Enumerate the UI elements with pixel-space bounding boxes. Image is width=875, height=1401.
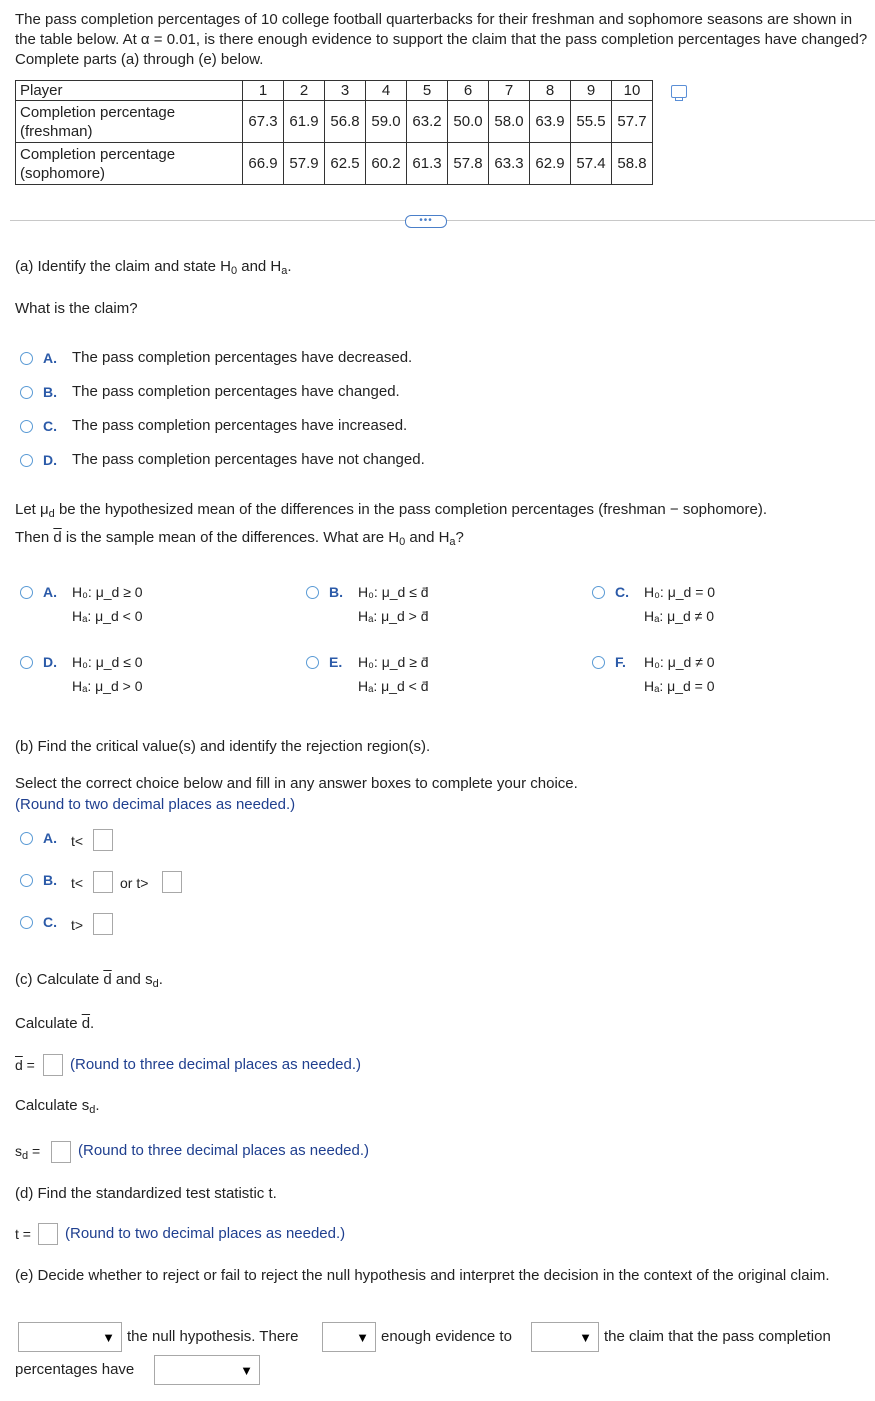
option-letter: B. [43, 872, 57, 888]
option-letter: C. [43, 418, 57, 434]
row-label-freshman [16, 101, 243, 143]
radio-button[interactable] [592, 586, 605, 599]
claim-question: What is the claim? [15, 300, 138, 317]
sub-d: d [48, 508, 55, 520]
option-text: or t> [120, 875, 149, 891]
radio-button[interactable] [592, 656, 605, 669]
part-c-text: . [158, 971, 163, 988]
part-a-heading-text: and H [237, 258, 282, 275]
hypothesis-pair [644, 580, 715, 628]
calc-text: Calculate s [15, 1097, 90, 1114]
sd-input[interactable] [51, 1141, 71, 1163]
h0-text: H₀: μ_d ≥ d̄ [358, 654, 429, 670]
equals-sign: = [28, 1143, 41, 1159]
part-e-text: percentages have [15, 1361, 135, 1378]
part-a-heading [15, 258, 292, 277]
option-letter: D. [43, 452, 57, 468]
table-cell: 61.3 [407, 143, 448, 185]
table-cell: 63.9 [530, 101, 571, 143]
ha-text: Hₐ: μ_d > 0 [72, 678, 143, 694]
then-text: is the sample mean of the differences. What are H [61, 529, 400, 546]
option-text: The pass completion percentages have decreased. [72, 349, 413, 366]
table-cell: 56.8 [325, 101, 366, 143]
ha-text: Hₐ: μ_d = 0 [644, 678, 715, 694]
d-bar-input[interactable] [43, 1054, 63, 1076]
option-letter: D. [43, 654, 57, 670]
player-9: 9 [571, 81, 612, 101]
s-text: s [15, 1143, 22, 1159]
t-round-note: (Round to two decimal places as needed.) [65, 1225, 346, 1242]
t-label: t = [15, 1226, 31, 1242]
option-letter: E. [329, 654, 343, 670]
part-e-heading: (e) Decide whether to reject or fail to reject the null hypothesis and interpret the decision in the context of the original claim. [15, 1267, 830, 1284]
copy-table-icon[interactable] [671, 85, 687, 98]
player-4: 4 [366, 81, 407, 101]
player-5: 5 [407, 81, 448, 101]
let-text: Let μ [15, 501, 49, 518]
row-label-line: Completion percentage [20, 103, 176, 121]
sub-d: d [152, 978, 159, 990]
radio-button[interactable] [20, 420, 33, 433]
sub-d: d [89, 1104, 96, 1116]
part-c-text: and s [111, 971, 153, 988]
option-letter: F. [615, 654, 626, 670]
critical-value-input[interactable] [93, 913, 113, 935]
table-cell: 55.5 [571, 101, 612, 143]
let-mu-d-text [15, 501, 767, 520]
table-cell: 60.2 [366, 143, 407, 185]
row-label-line: (freshman) [20, 122, 93, 140]
table-header-row [16, 81, 653, 101]
support-reject-dropdown[interactable] [531, 1322, 599, 1352]
part-b-instruction: Select the correct choice below and fill in any answer boxes to complete your choice. [15, 775, 578, 792]
more-button[interactable]: ••• [405, 215, 447, 228]
part-d-heading: (d) Find the standardized test statistic t. [15, 1185, 277, 1202]
table-cell: 58.8 [612, 143, 653, 185]
part-c-heading [15, 971, 163, 990]
table-cell: 63.2 [407, 101, 448, 143]
sub-0: 0 [230, 265, 238, 277]
table-cell: 57.4 [571, 143, 612, 185]
option-letter: C. [43, 914, 57, 930]
hypothesis-pair [72, 650, 143, 698]
table-header-label: Player [16, 81, 243, 101]
table-cell: 59.0 [366, 101, 407, 143]
part-e-text: enough evidence to [381, 1328, 512, 1345]
part-a-heading-text: . [287, 258, 292, 275]
dropdown-arrow-icon: ▼ [579, 1330, 592, 1345]
radio-button[interactable] [20, 916, 33, 929]
hypothesis-pair [358, 580, 429, 628]
calculate-d-bar [15, 1015, 94, 1032]
table-cell: 50.0 [448, 101, 489, 143]
dropdown-arrow-icon: ▼ [102, 1330, 115, 1345]
radio-button[interactable] [306, 586, 319, 599]
hypothesis-pair [72, 580, 143, 628]
then-text: and H [405, 529, 450, 546]
player-3: 3 [325, 81, 366, 101]
then-text: Then [15, 529, 54, 546]
table-cell: 57.7 [612, 101, 653, 143]
part-e-text: the null hypothesis. There [127, 1328, 299, 1345]
radio-button[interactable] [20, 656, 33, 669]
data-table [15, 80, 653, 185]
part-b-heading: (b) Find the critical value(s) and identify the rejection region(s). [15, 738, 431, 755]
option-text: The pass completion percentages have not changed. [72, 451, 425, 468]
d-bar: $\overline{d}$ [103, 971, 112, 988]
d-bar: $\overline{d}$ [15, 1057, 23, 1073]
ha-text: Hₐ: μ_d < d̄ [358, 678, 429, 694]
ha-text: Hₐ: μ_d < 0 [72, 608, 143, 624]
player-10: 10 [612, 81, 653, 101]
then-d-text [15, 529, 464, 548]
d-bar: $\overline{d}$ [53, 529, 62, 546]
row-label-line: (sophomore) [20, 164, 106, 182]
sub-0: 0 [399, 536, 406, 548]
option-text: The pass completion percentages have changed. [72, 383, 400, 400]
player-2: 2 [284, 81, 325, 101]
table-cell: 62.5 [325, 143, 366, 185]
option-letter: A. [43, 584, 57, 600]
radio-button[interactable] [20, 586, 33, 599]
sd-round-note: (Round to three decimal places as needed.) [78, 1142, 370, 1159]
option-letter: C. [615, 584, 629, 600]
option-letter: A. [43, 830, 57, 846]
radio-button[interactable] [20, 874, 33, 887]
part-a-heading-text: (a) Identify the claim and state H [15, 258, 231, 275]
part-b-round-note: (Round to two decimal places as needed.) [15, 796, 296, 813]
table-row [16, 101, 653, 143]
part-e-text: the claim that the pass completion [604, 1328, 831, 1345]
hypothesis-pair [358, 650, 429, 698]
dropdown-arrow-icon: ▼ [240, 1363, 253, 1378]
sub-d: d [22, 1150, 29, 1162]
h0-text: H₀: μ_d ≤ 0 [72, 654, 143, 670]
option-text: t< [71, 833, 84, 849]
d-bar: $\overline{d}$ [81, 1015, 91, 1032]
critical-value-input[interactable] [93, 829, 113, 851]
equals-sign: = [22, 1057, 35, 1073]
option-text: t< [71, 875, 84, 891]
critical-value-upper-input[interactable] [162, 871, 182, 893]
table-cell: 62.9 [530, 143, 571, 185]
player-6: 6 [448, 81, 489, 101]
table-cell: 61.9 [284, 101, 325, 143]
radio-button[interactable] [306, 656, 319, 669]
table-cell: 63.3 [489, 143, 530, 185]
percentages-change-dropdown[interactable] [154, 1355, 260, 1385]
table-cell: 57.9 [284, 143, 325, 185]
option-text: The pass completion percentages have increased. [72, 417, 408, 434]
radio-button[interactable] [20, 352, 33, 365]
d-bar-round-note: (Round to three decimal places as needed.) [70, 1056, 362, 1073]
calc-text: . [95, 1097, 100, 1114]
dropdown-arrow-icon: ▼ [356, 1330, 369, 1345]
ha-text: Hₐ: μ_d > d̄ [358, 608, 429, 624]
option-letter: A. [43, 350, 57, 366]
h0-text: H₀: μ_d ≠ 0 [644, 654, 715, 670]
player-1: 1 [243, 81, 284, 101]
hypothesis-pair [644, 650, 715, 698]
problem-intro: The pass completion percentages of 10 college football quarterbacks for their freshman and sophomore seasons are shown in the table below. At α = 0.01, is there enough evidence to support the claim that the pass completion percentages have changed? Complete parts (a) through (e) below. [15, 11, 868, 68]
table-cell: 66.9 [243, 143, 284, 185]
radio-button[interactable] [20, 454, 33, 467]
let-text: be the hypothesized mean of the differences in the pass completion percentages (freshman − sophomore). [54, 501, 768, 518]
radio-button[interactable] [20, 832, 33, 845]
ha-text: Hₐ: μ_d ≠ 0 [644, 608, 714, 624]
radio-button[interactable] [20, 386, 33, 399]
sub-a: a [449, 536, 456, 548]
sub-a: a [281, 265, 288, 277]
option-text: t> [71, 917, 84, 933]
table-cell: 67.3 [243, 101, 284, 143]
h0-text: H₀: μ_d = 0 [644, 584, 716, 600]
option-letter: B. [329, 584, 343, 600]
h0-text: H₀: μ_d ≤ d̄ [358, 584, 429, 600]
calculate-sd [15, 1097, 100, 1116]
d-bar-label [15, 1057, 35, 1073]
table-cell: 58.0 [489, 101, 530, 143]
calc-text: Calculate [15, 1015, 82, 1032]
row-label-sophomore [16, 143, 243, 185]
table-cell: 57.8 [448, 143, 489, 185]
calc-text: . [90, 1015, 95, 1032]
row-label-line: Completion percentage [20, 145, 176, 163]
reject-decision-dropdown[interactable] [18, 1322, 122, 1352]
then-text: ? [455, 529, 464, 546]
option-letter: B. [43, 384, 57, 400]
critical-value-lower-input[interactable] [93, 871, 113, 893]
sd-label [15, 1143, 40, 1162]
t-statistic-input[interactable] [38, 1223, 58, 1245]
evidence-dropdown[interactable] [322, 1322, 376, 1352]
player-8: 8 [530, 81, 571, 101]
part-c-text: (c) Calculate [15, 971, 104, 988]
h0-text: H₀: μ_d ≥ 0 [72, 584, 143, 600]
player-7: 7 [489, 81, 530, 101]
table-row [16, 143, 653, 185]
